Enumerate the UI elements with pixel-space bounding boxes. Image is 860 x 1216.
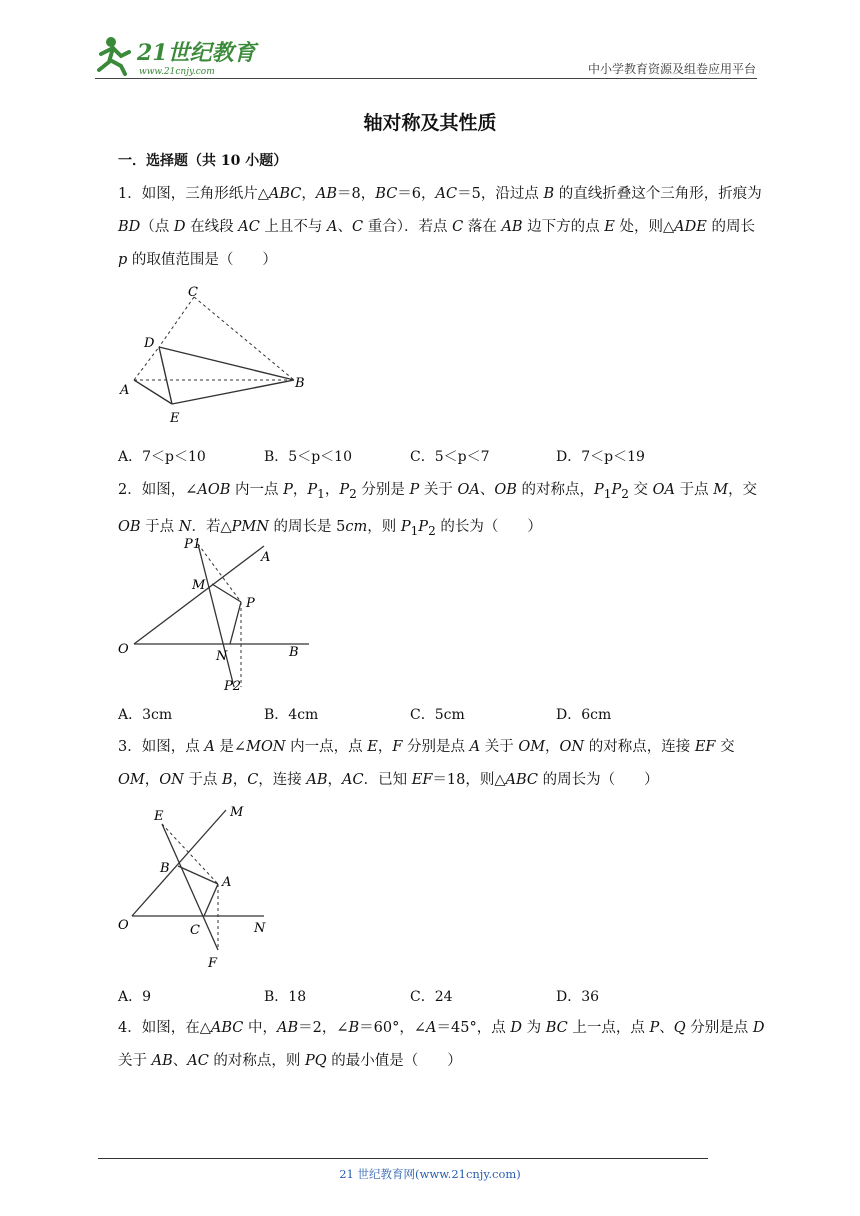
- option-c: C．5＜p＜7: [410, 449, 490, 465]
- label-E: E: [154, 809, 164, 824]
- label-C: C: [190, 923, 200, 938]
- label-A: A: [222, 875, 232, 890]
- option-d: D．7＜p＜19: [556, 449, 645, 465]
- footer-link[interactable]: 21 世纪教育网(www.21cnjy.com): [339, 1167, 521, 1181]
- question-1-figure: [114, 284, 314, 433]
- label-M: M: [230, 805, 244, 820]
- label-A: A: [120, 383, 130, 398]
- option-a: A．7＜p＜10: [118, 449, 206, 465]
- option-a: A．9: [118, 989, 152, 1005]
- runner-icon: [99, 37, 129, 74]
- question-2-options: [118, 704, 768, 724]
- site-logo: [95, 32, 265, 78]
- option-d: D．6cm: [556, 707, 612, 723]
- question-1-text: 1．如图，三角形纸片△ABC，AB＝8，BC＝6，AC＝5，沿过点 B 的直线折叠这个三角形，折痕为 BD（点 D 在线段 AC 上且不与 A、C 重合）．若点 C 落在 AB 边下方的点 E 处，则△ADE 的周长 p 的取值范围是（ ）: [118, 186, 762, 268]
- label-C: C: [188, 285, 198, 300]
- option-c: C．24: [410, 989, 453, 1005]
- footer-divider: [98, 1158, 708, 1159]
- label-A: A: [261, 550, 271, 565]
- label-N: N: [254, 921, 266, 936]
- logo-url: www.21cnjy.com: [139, 67, 215, 77]
- section-heading: 一．选择题（共 10 小题）: [118, 153, 288, 169]
- option-b: B．4cm: [264, 707, 319, 723]
- option-d: D．36: [556, 989, 600, 1005]
- label-P1: P1: [184, 537, 202, 552]
- logo-text: 21世纪教育: [137, 40, 256, 66]
- question-3-figure: [114, 800, 284, 976]
- question-3-options: [118, 986, 768, 1006]
- header-divider: [95, 78, 757, 79]
- header-platform-text: 中小学教育资源及组卷应用平台: [587, 62, 756, 76]
- label-O: O: [118, 918, 129, 933]
- option-b: B．18: [264, 989, 307, 1005]
- label-E: E: [170, 411, 180, 426]
- question-2-figure: [114, 532, 314, 704]
- question-3-text: 3．如图，点 A 是∠MON 内一点，点 E，F 分别是点 A 关于 OM，ON 的对称点，连接 EF 交 OM，ON 于点 B，C，连接 AB，AC．已知 EF＝18，则△ABC 的周长为（ ）: [118, 739, 735, 788]
- label-D: D: [144, 336, 155, 351]
- page-title: 轴对称及其性质: [363, 112, 497, 134]
- option-a: A．3cm: [118, 707, 173, 723]
- option-b: B．5＜p＜10: [264, 449, 352, 465]
- question-2-text: 2．如图，∠AOB 内一点 P，$P_1$，$P_2$ 分别是 P 关于 OA、OB 的对称点，$P_1P_2$ 交 OA 于点 M，交 OB 于点 N．若△PMN 的周长是 5cm，则 $P_1P_2$ 的长为（ ）: [118, 482, 758, 538]
- label-O: O: [118, 642, 129, 657]
- label-N: N: [216, 649, 228, 664]
- label-P: P: [246, 596, 255, 611]
- question-1-options: [118, 446, 768, 466]
- label-B: B: [295, 376, 305, 391]
- question-4-text: 4．如图，在△ABC 中，AB＝2，∠B＝60°，∠A＝45°，点 D 为 BC 上一点，点 P、Q 分别是点 D 关于 AB、AC 的对称点，则 PQ 的最小值是（ ）: [118, 1020, 765, 1069]
- label-P2: P2: [224, 679, 242, 694]
- label-B: B: [289, 645, 299, 660]
- option-c: C．5cm: [410, 707, 465, 723]
- label-F: F: [208, 956, 218, 971]
- label-B: B: [160, 861, 170, 876]
- label-M: M: [192, 578, 206, 593]
